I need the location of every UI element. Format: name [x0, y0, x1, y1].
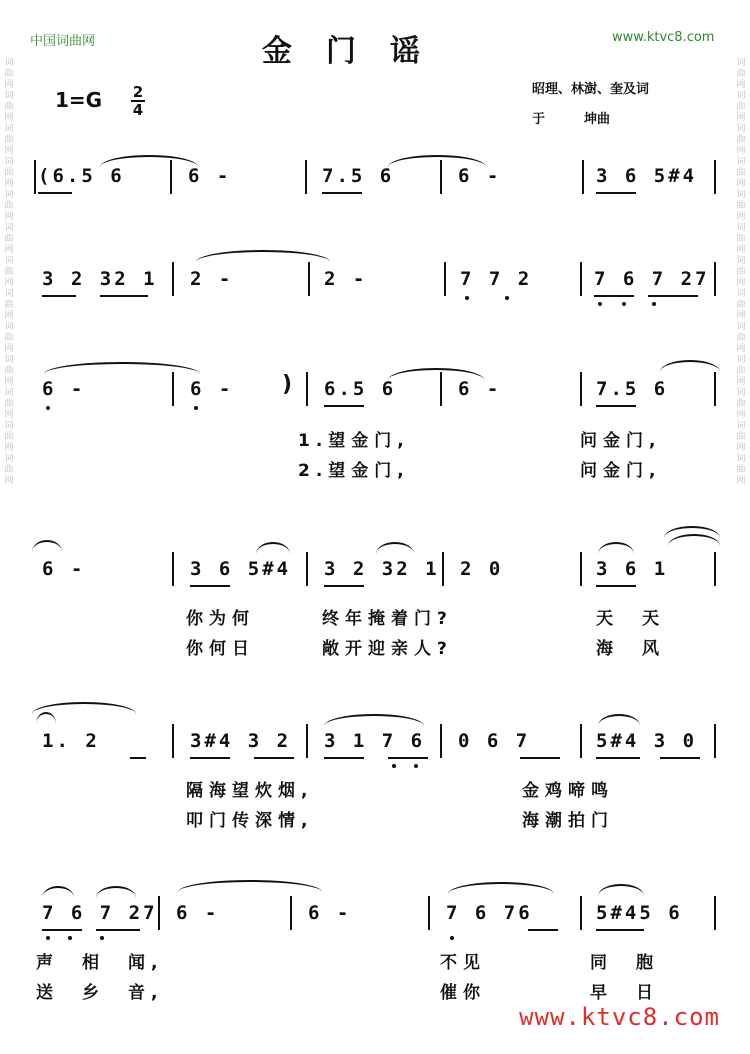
- lyric-v1: 声 相 闻,: [36, 953, 164, 973]
- beam: [660, 757, 700, 759]
- measure-11: 6 -: [42, 378, 86, 400]
- slur: [448, 882, 554, 894]
- barline: [580, 896, 582, 930]
- slur: [598, 542, 634, 554]
- beam: [42, 929, 82, 931]
- beam: [594, 295, 634, 297]
- slur: [100, 155, 198, 167]
- beam: [596, 405, 636, 407]
- measure-29: 7 6 76: [446, 902, 533, 924]
- measure-4: 6 -: [458, 165, 502, 187]
- beam: [38, 192, 72, 194]
- beam: [190, 585, 230, 587]
- site-name-left[interactable]: 中国词曲网: [30, 34, 96, 49]
- measure-17: 3 6 5#4: [190, 558, 292, 580]
- measure-16: 6 -: [42, 558, 86, 580]
- measure-9: 7 7 2: [460, 268, 533, 290]
- composer-credit: 于 坤曲: [532, 112, 611, 127]
- side-watermark-left: 词曲网词曲网词曲网词曲网词曲网词曲网词曲网词曲网词曲网词曲网词曲网词曲网词曲网: [4, 58, 14, 486]
- low-octave-dot: [100, 936, 104, 940]
- lyric-v2: 海潮拍门: [522, 811, 614, 831]
- measure-24: 0 6 7: [458, 730, 531, 752]
- barline: [172, 262, 174, 296]
- low-octave-dot: [598, 302, 602, 306]
- lyric-v2: 你何日: [186, 639, 255, 659]
- low-octave-dot: [414, 764, 418, 768]
- slur: [324, 714, 424, 726]
- low-octave-dot: [392, 764, 396, 768]
- measure-5: 3 6 5#4: [596, 165, 698, 187]
- low-octave-dot: [505, 296, 509, 300]
- lyric-v2: 敞开迎亲人?: [322, 639, 453, 659]
- beam: [96, 929, 140, 931]
- barline: [158, 896, 160, 930]
- measure-28: 6 -: [308, 902, 352, 924]
- slur: [42, 886, 74, 898]
- measure-1: (6.5 6: [38, 165, 125, 187]
- beam: [648, 295, 698, 297]
- barline: [714, 262, 716, 296]
- measure-8: 2 -: [324, 268, 368, 290]
- barline: [305, 160, 307, 194]
- time-signature: [131, 84, 145, 118]
- measure-30: 5#45 6: [596, 902, 683, 924]
- measure-18: 3 2 32 1: [324, 558, 440, 580]
- barline: [306, 372, 308, 406]
- measure-7: 2 -: [190, 268, 234, 290]
- lyric-v1: 金鸡啼鸣: [522, 781, 614, 801]
- beam: [254, 757, 294, 759]
- tie: [44, 362, 200, 374]
- tie: [196, 250, 330, 262]
- barline: [444, 262, 446, 296]
- time-signature-bottom: 4: [132, 101, 144, 119]
- measure-14: 6 -: [458, 378, 502, 400]
- barline: [306, 724, 308, 758]
- measure-3: 7.5 6: [322, 165, 395, 187]
- beam: [42, 295, 76, 297]
- measure-27: 6 -: [176, 902, 220, 924]
- barline: [714, 372, 716, 406]
- low-octave-dot: [465, 296, 469, 300]
- low-octave-dot: [46, 406, 50, 410]
- barline: [440, 724, 442, 758]
- slur: [376, 542, 414, 554]
- barline: [714, 896, 716, 930]
- barline: [714, 552, 716, 586]
- barline: [170, 160, 172, 194]
- lyric-v1: 问金门,: [580, 431, 662, 451]
- beam: [388, 757, 428, 759]
- measure-10: 7 6 7 27: [594, 268, 710, 290]
- barline: [172, 372, 174, 406]
- lyric-v2: 早 日: [590, 983, 659, 1003]
- lyric-v1: 天 天: [596, 609, 665, 629]
- barline: [428, 896, 430, 930]
- low-octave-dot: [450, 936, 454, 940]
- barline: [582, 160, 584, 194]
- low-octave-dot: [68, 936, 72, 940]
- lyric-v2: 海 风: [596, 639, 665, 659]
- barline: [580, 552, 582, 586]
- low-octave-dot: [652, 302, 656, 306]
- measure-19: 2 0: [460, 558, 504, 580]
- close-paren: ): [282, 372, 293, 397]
- measure-20: 3 6 1: [596, 558, 669, 580]
- lyric-v2: 叩门传深情,: [186, 811, 314, 831]
- barline: [580, 724, 582, 758]
- side-watermark-right: 词曲网词曲网词曲网词曲网词曲网词曲网词曲网词曲网词曲网词曲网词曲网词曲网词曲网: [736, 58, 746, 486]
- measure-12: 6 -: [190, 378, 234, 400]
- lyric-v2: 送 乡 音,: [36, 983, 164, 1003]
- beam: [130, 757, 146, 759]
- tie: [32, 540, 62, 552]
- song-title: 金门谣: [262, 34, 454, 69]
- barline: [172, 724, 174, 758]
- measure-25: 5#4 3 0: [596, 730, 698, 752]
- watermark-url: www.ktvc8.com: [519, 1003, 720, 1031]
- barline: [580, 372, 582, 406]
- slur: [96, 886, 136, 898]
- beam: [324, 757, 364, 759]
- measure-15: 7.5 6: [596, 378, 669, 400]
- lyric-v1: 同 胞: [590, 953, 659, 973]
- beam: [520, 757, 560, 759]
- barline: [442, 552, 444, 586]
- measure-21: 1. 2: [42, 730, 100, 752]
- low-octave-dot: [622, 302, 626, 306]
- barline: [34, 160, 36, 194]
- site-url-right[interactable]: www.ktvc8.com: [612, 30, 715, 45]
- barline: [306, 552, 308, 586]
- beam: [324, 585, 364, 587]
- measure-26: 7 6 7 27: [42, 902, 158, 924]
- measure-2: 6 -: [188, 165, 232, 187]
- low-octave-dot: [194, 406, 198, 410]
- beam: [596, 929, 644, 931]
- lyric-v1: 不见: [440, 953, 486, 973]
- measure-23: 3 1 7 6: [324, 730, 426, 752]
- key-signature: 1=G: [55, 88, 103, 112]
- barline: [440, 372, 442, 406]
- beam: [596, 757, 640, 759]
- lyric-v1: 终年掩着门?: [322, 609, 453, 629]
- lyric-v1: 隔海望炊烟,: [186, 781, 314, 801]
- slur: [660, 360, 720, 372]
- barline: [308, 262, 310, 296]
- slur: [598, 714, 640, 726]
- lyric-v2: 催你: [440, 983, 486, 1003]
- barline: [714, 724, 716, 758]
- measure-13: 6.5 6: [324, 378, 397, 400]
- barline: [714, 160, 716, 194]
- beam: [190, 757, 230, 759]
- tie: [178, 880, 322, 892]
- measure-22: 3#4 3 2: [190, 730, 292, 752]
- measure-6: 3 2 32 1: [42, 268, 158, 290]
- slur: [256, 542, 290, 554]
- beam: [100, 295, 148, 297]
- slur: [598, 884, 644, 896]
- beam: [324, 405, 364, 407]
- beam: [596, 585, 636, 587]
- lyric-v2: 2.望金门,: [298, 461, 410, 481]
- low-octave-dot: [46, 936, 50, 940]
- barline: [172, 552, 174, 586]
- time-signature-top: 2: [132, 83, 144, 101]
- lyric-v2: 问金门,: [580, 461, 662, 481]
- barline: [290, 896, 292, 930]
- beam: [596, 192, 636, 194]
- lyricist-credit: 昭理、林澍、奎及词: [532, 82, 650, 97]
- lyric-v1: 1.望金门,: [298, 431, 410, 451]
- lyric-v1: 你为何: [186, 609, 255, 629]
- beam: [322, 192, 362, 194]
- beam: [528, 929, 558, 931]
- barline: [440, 160, 442, 194]
- barline: [580, 262, 582, 296]
